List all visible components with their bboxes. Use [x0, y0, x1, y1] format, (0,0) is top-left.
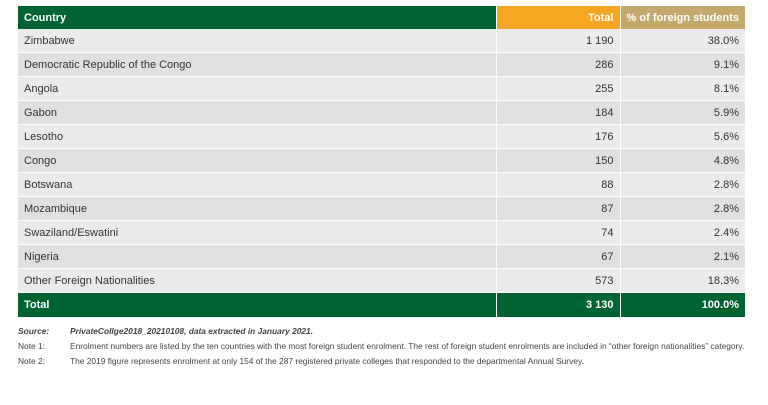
country-cell: Nigeria [18, 245, 496, 269]
country-cell: Congo [18, 149, 496, 173]
percent-cell: 5.6% [620, 125, 745, 149]
total-cell: 286 [496, 53, 620, 77]
percent-cell: 8.1% [620, 77, 745, 101]
table-row [18, 197, 745, 221]
total-cell: 67 [496, 245, 620, 269]
foreign-students-table [18, 6, 745, 318]
total-cell: 573 [496, 269, 620, 293]
country-cell: Gabon [18, 101, 496, 125]
note-label: Note 2: [18, 356, 46, 366]
percent-cell: 2.8% [620, 197, 745, 221]
table-row [18, 221, 745, 245]
table-row [18, 245, 745, 269]
total-cell: 1 190 [496, 29, 620, 53]
note-text: Enrolment numbers are listed by the ten countries with the most foreign student enrolment. The rest of foreign student enrolments are included in “other foreign nationalities” category. [70, 341, 745, 351]
table-row [18, 53, 745, 77]
notes-section [18, 326, 745, 367]
header-total: Total [496, 6, 620, 29]
footnote [18, 356, 745, 367]
country-cell: Democratic Republic of the Congo [18, 53, 496, 77]
total-cell: 176 [496, 125, 620, 149]
header-country: Country [18, 6, 496, 29]
country-cell: Botswana [18, 173, 496, 197]
percent-cell: 18.3% [620, 269, 745, 293]
table-row [18, 77, 745, 101]
percent-cell: 4.8% [620, 149, 745, 173]
total-row [18, 293, 745, 318]
header-percent: % of foreign students [620, 6, 745, 29]
total-cell: 255 [496, 77, 620, 101]
table-row [18, 29, 745, 53]
country-cell: Swaziland/Eswatini [18, 221, 496, 245]
table-row [18, 173, 745, 197]
document [18, 6, 745, 371]
country-cell: Angola [18, 77, 496, 101]
table-header-row [18, 6, 745, 29]
table-row [18, 149, 745, 173]
country-cell: Mozambique [18, 197, 496, 221]
total-cell: 88 [496, 173, 620, 197]
percent-cell: 5.9% [620, 101, 745, 125]
table-row [18, 101, 745, 125]
country-cell: Other Foreign Nationalities [18, 269, 496, 293]
table-body [18, 29, 745, 293]
total-percent: 100.0% [620, 293, 745, 318]
percent-cell: 38.0% [620, 29, 745, 53]
table-row [18, 269, 745, 293]
total-cell: 74 [496, 221, 620, 245]
percent-cell: 2.1% [620, 245, 745, 269]
country-cell: Zimbabwe [18, 29, 496, 53]
percent-cell: 2.8% [620, 173, 745, 197]
note-label: Source: [18, 326, 50, 336]
total-value: 3 130 [496, 293, 620, 318]
table-row [18, 125, 745, 149]
note-label: Note 1: [18, 341, 46, 351]
percent-cell: 9.1% [620, 53, 745, 77]
total-cell: 150 [496, 149, 620, 173]
total-cell: 87 [496, 197, 620, 221]
footnote [18, 341, 745, 352]
note-text: PrivateCollge2018_20210108, data extracted in January 2021. [70, 326, 314, 336]
source-note [18, 326, 745, 337]
country-cell: Lesotho [18, 125, 496, 149]
percent-cell: 2.4% [620, 221, 745, 245]
total-cell: 184 [496, 101, 620, 125]
total-label: Total [18, 293, 496, 318]
note-text: The 2019 figure represents enrolment at only 154 of the 287 registered private colleges that responded to the departmental Annual Survey. [70, 356, 584, 366]
